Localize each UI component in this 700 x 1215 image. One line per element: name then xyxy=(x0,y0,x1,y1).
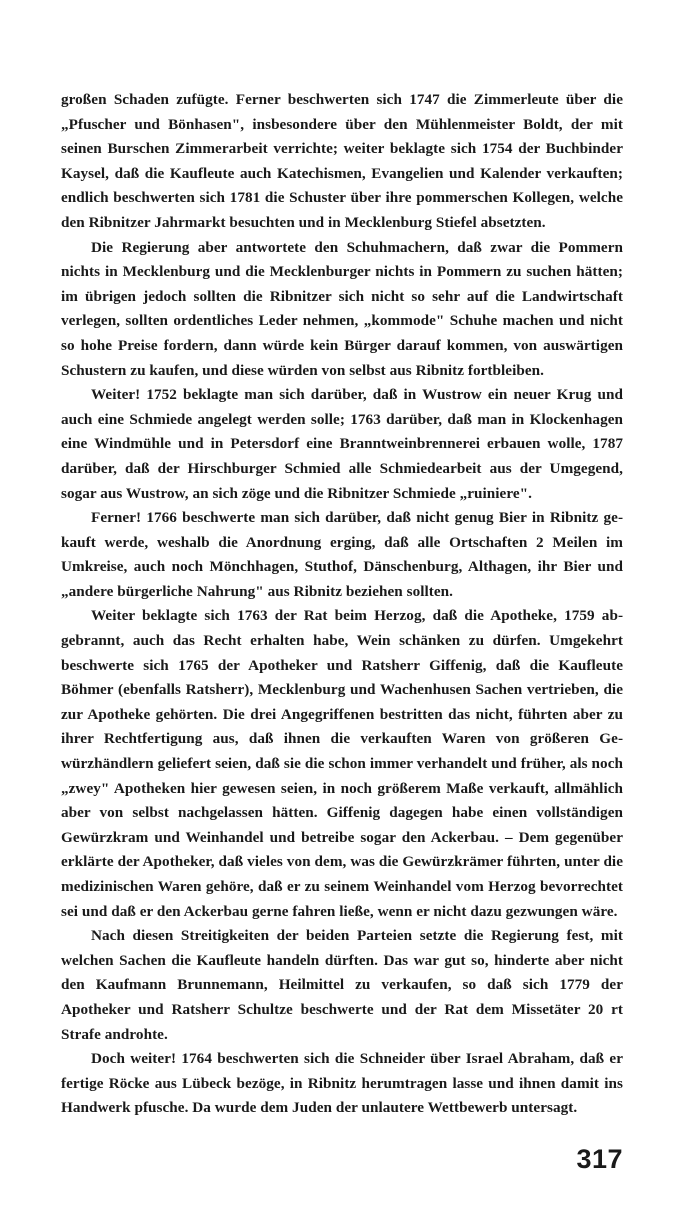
paragraph-beer-ordinance: Ferner! 1766 beschwerte man sich darüber, daß nicht genug Bier in Ribnitz gekauft werde, weshalb die Anordnung erging, daß alle Ortschaften 2 Meilen im Umkreise, auch noch Mönchhagen, Stuthof, Dänschenburg, Althagen, ihr Bier und „andere bürgerliche Nahrung" aus Ribnitz beziehen sollten. xyxy=(61,509,623,600)
paragraph-wustrow-smithy: Weiter! 1752 beklagte man sich darüber, daß in Wustrow ein neuer Krug und auch eine Schmiede angelegt werden solle; 1763 darüber, daß man in Klockenhagen eine Windmühle und in Petersdorf eine Branntweinbrennerei erbauen wolle, 1787 darüber, daß der Hirschburger Schmied alle Schmiedearbeit aus der Umgegend, sogar aus Wustrow, an sich zöge und die Ribnitzer Schmiede „ruiniere". xyxy=(61,386,623,502)
paragraph-government-ruling: Nach diesen Streitigkeiten der beiden Parteien setzte die Regierung fest, mit welchen Sachen die Kaufleute handeln dürften. Das war gut so, hinderte aber nicht den Kaufmann Brunnemann, Heilmittel zu verkaufen, so daß sich 1779 der Apotheker und Ratsherr Schultze beschwerte und der Rat dem Missetäter 20 rt Strafe androhte. xyxy=(61,927,623,1043)
paragraph-tailors-complaint: Doch weiter! 1764 beschwerten sich die Schneider über Israel Abraham, daß er fertige Röcke aus Lübeck bezöge, in Ribnitz herumtragen lasse und ihnen damit ins Handwerk pfusche. Da wurde dem Juden der unlautere Wettbewerb untersagt. xyxy=(61,1050,623,1117)
paragraph-government-response: Die Regierung aber antwortete den Schuhmachern, daß zwar die Pommern nichts in Mecklenburg und die Mecklenburger nichts in Pommern zu suchen hätten; im übrigen jedoch sollten die Ribnitzer sich nicht so sehr auf die Landwirtschaft verlegen, sollten ordentliches Leder nehmen, „kommode" Schuhe machen und nicht so hohe Preise fordern, dann würde kein Bürger darauf kommen, von auswärtigen Schustern zu kaufen, und diese würden von selbst aus Ribnitz fortbleiben. xyxy=(61,238,623,379)
paragraph-complaints-trades: großen Schaden zufügte. Ferner beschwerten sich 1747 die Zimmerleute über die „Pfuscher und Bönhasen", insbesondere über den Mühlenmeister Boldt, der mit seinen Burschen Zimmerarbeit verrichte; weiter beklagte sich 1754 der Buchbinder Kaysel, daß die Kaufleute auch Katechismen, Evangelien und Kalender verkauften; endlich beschwerten sich 1781 die Schuster über ihre pommerschen Kollegen, welche den Ribnitzer Jahrmarkt besuchten und in Mecklenburg Stiefel absetzten. xyxy=(61,91,623,231)
page-body xyxy=(61,88,623,1121)
paragraph-apothecary-dispute: Weiter beklagte sich 1763 der Rat beim Herzog, daß die Apotheke, 1759 abgebrannt, auch das Recht erhalten habe, Wein schänken zu dürfen. Umgekehrt beschwerte sich 1765 der Apotheker und Ratsherr Giffenig, daß die Kaufleute Böhmer (ebenfalls Ratsherr), Mecklenburg und Wachenhusen Sachen vertrieben, die zur Apotheke gehörten. Die drei Angegriffenen bestritten das nicht, führten aber zu ihrer Rechtfertigung aus, daß ihnen die verkauften Waren von größeren Gewürzhändlern geliefert seien, daß sie die schon immer verhandelt und früher, als noch „zwey" Apotheken hier gewesen seien, in noch größerem Maße verkauft, allmählich aber von selbst nachgelassen hätten. Giffenig dagegen habe einen vollständigen Gewürzkram und Weinhandel und betreibe sogar den Ackerbau. – Dem gegenüber erklärte der Apotheker, daß vieles von dem, was die Gewürzkrämer führten, unter die medizinischen Waren gehöre, daß er zu seinem Weinhandel vom Herzog bevorrechtet sei und daß er den Ackerbau gerne fahren ließe, wenn er nicht dazu gezwungen wäre. xyxy=(61,607,623,920)
page-number: 317 xyxy=(576,1143,623,1174)
